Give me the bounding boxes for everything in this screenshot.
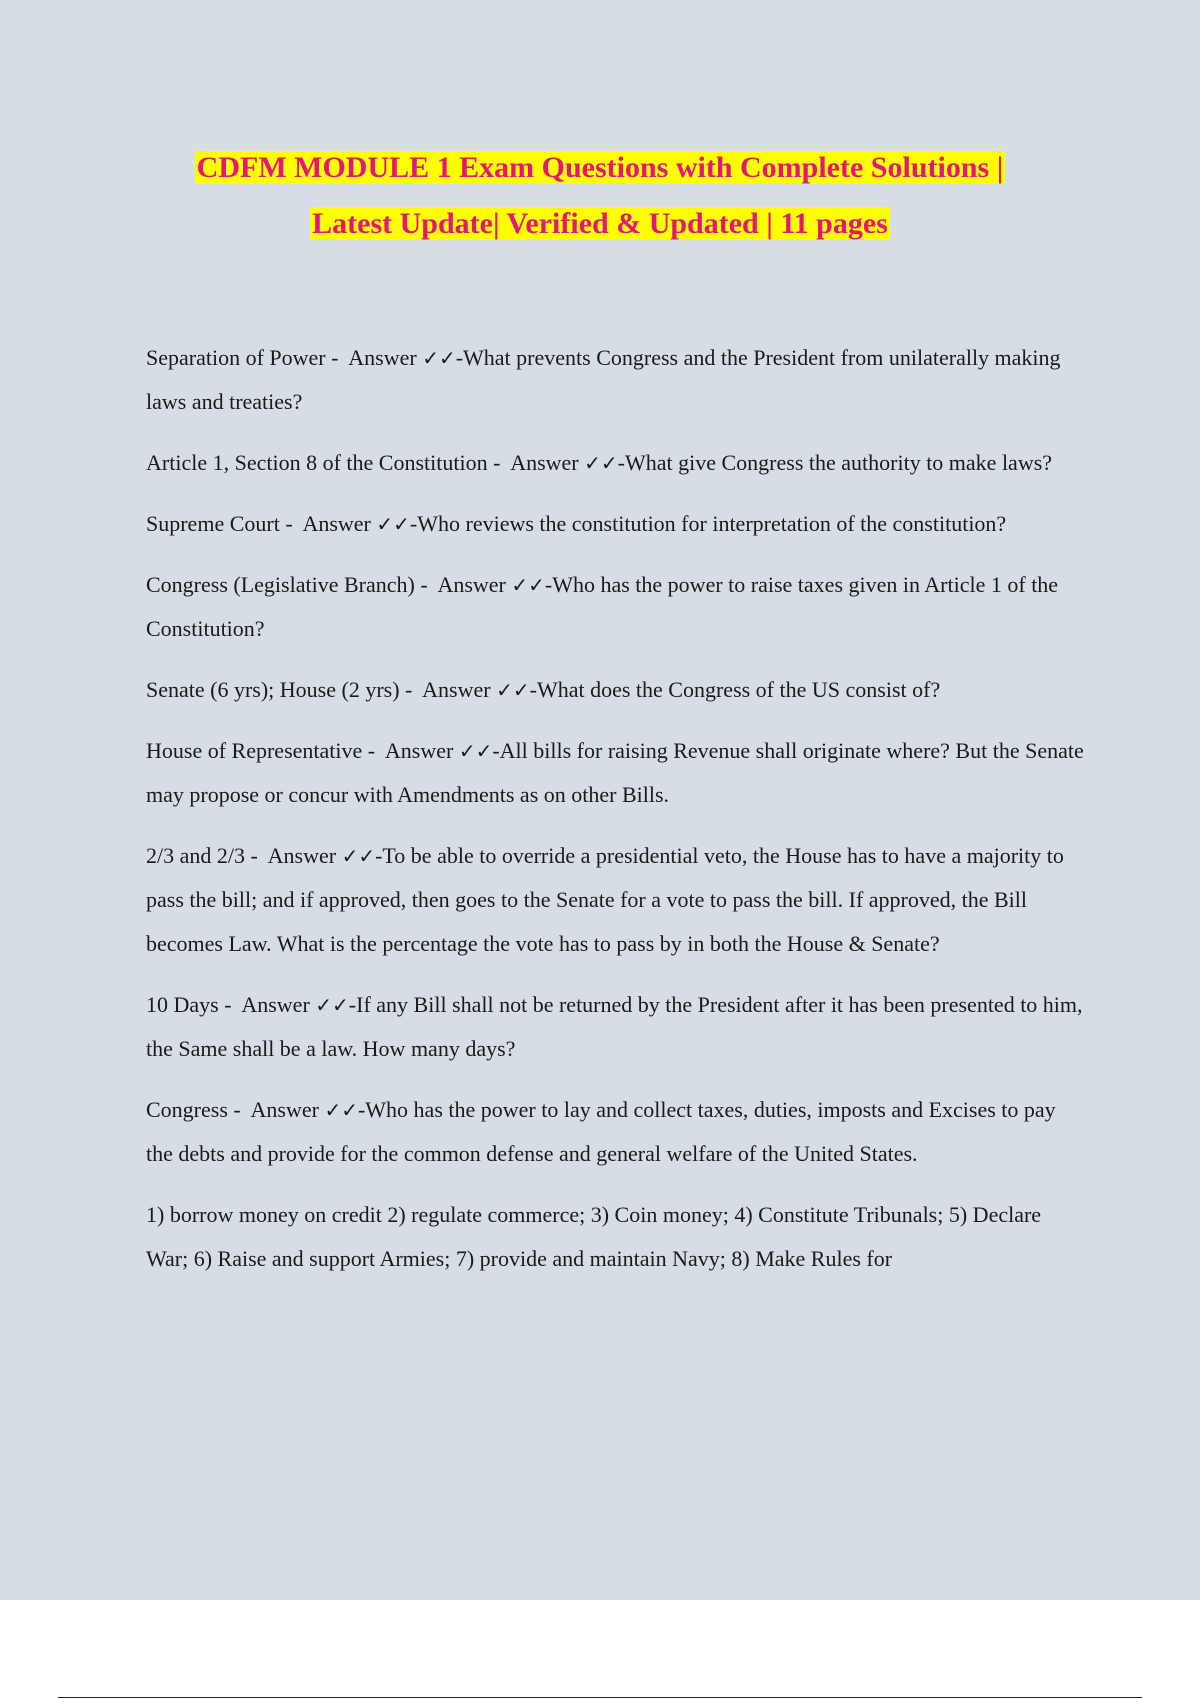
qa-item: Congress (Legislative Branch) - Answer ✓✓-Who has the power to raise taxes given in Article 1 of the Constitution? (146, 572, 1059, 641)
qa-question: What does the Congress of the US consist of? (536, 677, 941, 702)
check-marks-icon: ✓✓ (496, 678, 530, 702)
qa-term: 10 Days - (146, 992, 232, 1017)
answer-label: Answer (267, 843, 337, 868)
answer-label: Answer (422, 677, 491, 702)
qa-item: Article 1, Section 8 of the Constitution - Answer ✓✓-What give Congress the authority to make laws? (146, 450, 1053, 475)
qa-item: 2/3 and 2/3 - Answer ✓✓-To be able to override a presidential veto, the House has to have a majority to pass the bill; and if approved, then goes to the Senate for a vote to pass the bill. If approved, the Bill becomes Law. What is the percentage the vote has to pass by in both the House & Senate? (146, 843, 1064, 956)
qa-item: Separation of Power - Answer ✓✓-What prevents Congress and the President from unilaterally making laws and treaties? (146, 345, 1061, 414)
document-title (0, 140, 1200, 252)
qa-question: What prevents Congress and the President from unilaterally making laws and treaties? (146, 345, 1061, 414)
check-marks-icon: ✓✓ (422, 346, 456, 370)
qa-term: Congress - (146, 1097, 241, 1122)
trailing-paragraph: 1) borrow money on credit 2) regulate commerce; 3) Coin money; 4) Constitute Tribunals; 5) Declare War; 6) Raise and support Armies; 7) provide and maintain Navy; 8) Make Rules for (146, 1202, 1042, 1271)
answer-label: Answer (510, 450, 579, 475)
answer-label: Answer (348, 345, 417, 370)
qa-question: Who has the power to lay and collect taxes, duties, imposts and Excises to pay the debts and provide for the common defense and general welfare of the United States. (146, 1097, 1056, 1166)
page-bottom-margin (0, 1600, 1200, 1700)
qa-question: To be able to override a presidential veto, the House has to have a majority to pass the bill; and if approved, then goes to the Senate for a vote to pass the bill. If approved, the Bill becomes Law. What is the percentage the vote has to pass by in both the House & Senate? (146, 843, 1064, 956)
title-line-1: CDFM MODULE 1 Exam Questions with Complete Solutions | (196, 151, 1004, 184)
check-marks-icon: ✓✓ (511, 573, 545, 597)
qa-item: 10 Days - Answer ✓✓-If any Bill shall not be returned by the President after it has been presented to him, the Same shall be a law. How many days? (146, 992, 1083, 1061)
answer-label: Answer (241, 992, 310, 1017)
qa-question: If any Bill shall not be returned by the President after it has been presented to him, the Same shall be a law. How many days? (146, 992, 1083, 1061)
answer-label: Answer (302, 511, 371, 536)
qa-list (0, 336, 1200, 1281)
qa-term: 2/3 and 2/3 - (146, 843, 258, 868)
check-marks-icon: ✓✓ (341, 844, 376, 868)
qa-term: Congress (Legislative Branch) - (146, 572, 428, 597)
answer-label: Answer (437, 572, 506, 597)
qa-term: Article 1, Section 8 of the Constitution - (146, 450, 501, 475)
check-marks-icon: ✓✓ (376, 512, 410, 536)
qa-term: Separation of Power - (146, 345, 339, 370)
title-line-2: Latest Update| Verified & Updated | 11 pages (312, 207, 888, 240)
qa-term: Senate (6 yrs); House (2 yrs) - (146, 677, 413, 702)
answer-label: Answer (384, 738, 454, 763)
qa-question: Who reviews the constitution for interpretation of the constitution? (417, 511, 1007, 536)
qa-item: Supreme Court - Answer ✓✓-Who reviews the constitution for interpretation of the constitution? (146, 511, 1007, 536)
check-marks-icon: ✓✓ (324, 1098, 358, 1122)
qa-question: All bills for raising Revenue shall originate where? But the Senate may propose or concur with Amendments as on other Bills. (146, 738, 1084, 807)
check-marks-icon: ✓✓ (584, 451, 618, 475)
check-marks-icon: ✓✓ (458, 739, 493, 763)
qa-item: Congress - Answer ✓✓-Who has the power to lay and collect taxes, duties, imposts and Excises to pay the debts and provide for the common defense and general welfare of the United States. (146, 1097, 1056, 1166)
qa-term: House of Representative - (146, 738, 376, 763)
qa-item: Senate (6 yrs); House (2 yrs) - Answer ✓✓-What does the Congress of the US consist of? (146, 677, 941, 702)
answer-label: Answer (250, 1097, 319, 1122)
qa-item: House of Representative - Answer ✓✓-All bills for raising Revenue shall originate where? But the Senate may propose or concur with Amendments as on other Bills. (146, 738, 1084, 807)
check-marks-icon: ✓✓ (315, 993, 349, 1017)
qa-question: What give Congress the authority to make laws? (624, 450, 1053, 475)
footer-divider (58, 1697, 1142, 1698)
qa-term: Supreme Court - (146, 511, 293, 536)
qa-question: Who has the power to raise taxes given in Article 1 of the Constitution? (146, 572, 1059, 641)
